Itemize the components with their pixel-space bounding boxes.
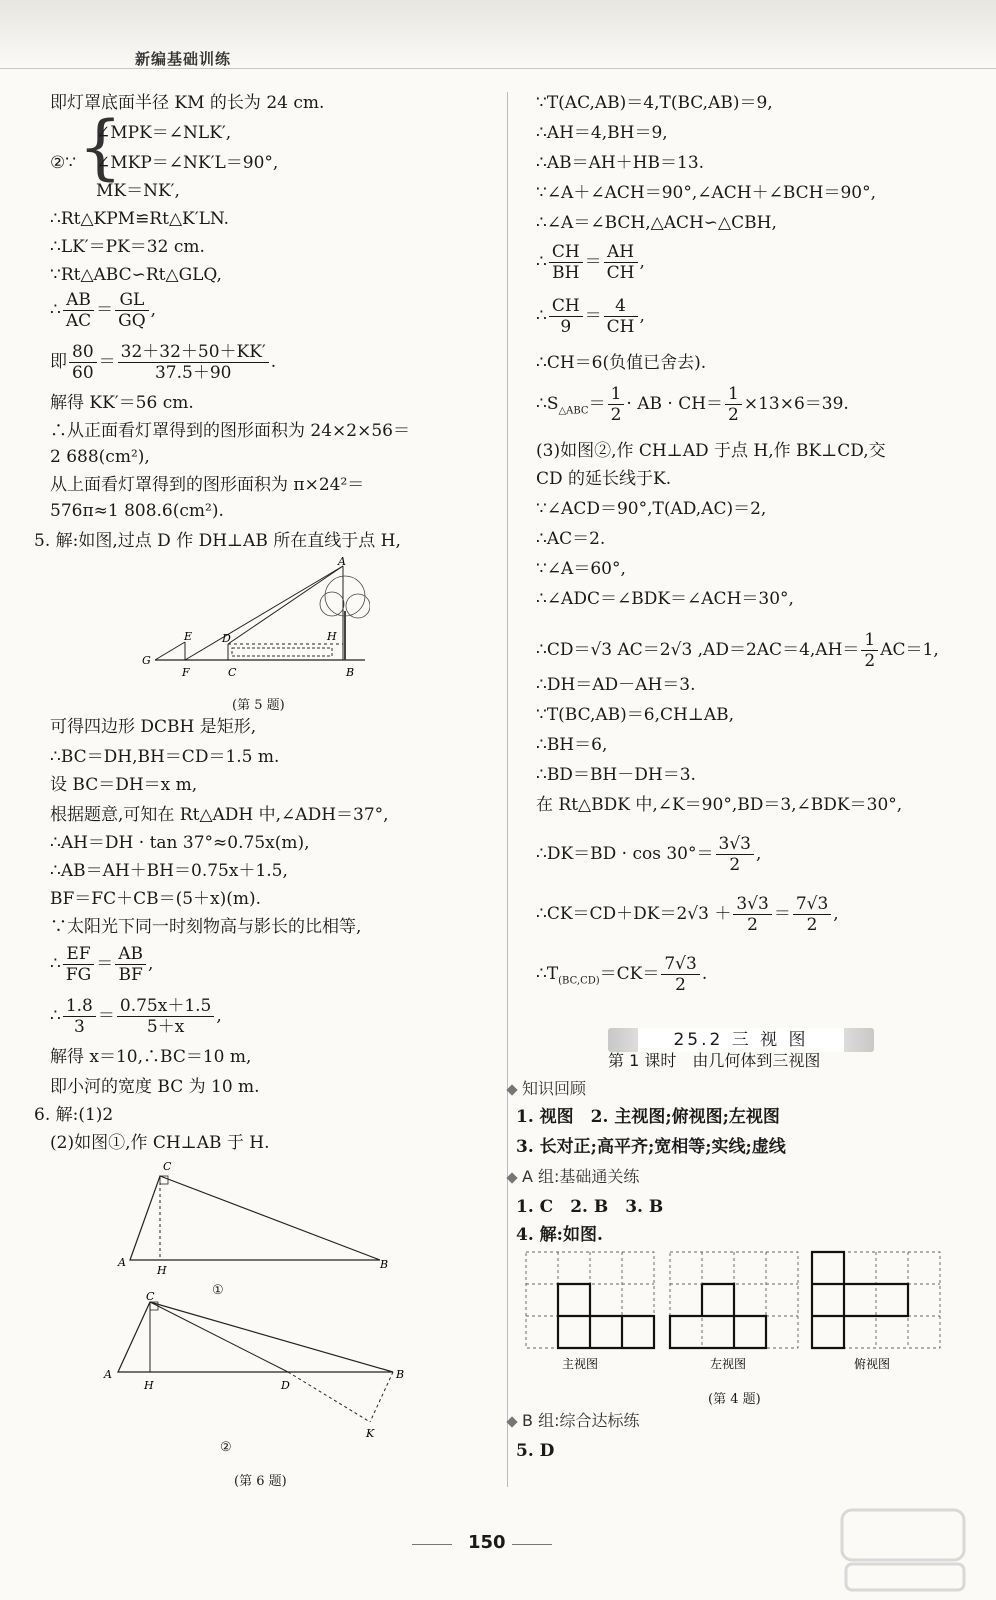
figure-caption: (第 5 题) — [232, 698, 285, 713]
text-line: ∴LK′＝PK＝32 cm. — [50, 237, 205, 257]
svg-text:D: D — [281, 1379, 290, 1392]
fraction-line: 即 $\frac{80}{60}$ ＝ $\frac{32+32+50+KK'}{37.5+90}$ . — [50, 342, 277, 383]
svg-text:A: A — [338, 556, 346, 568]
text-line: ∵T(BC,AB)＝6,CH⊥AB, — [536, 705, 735, 725]
fraction: $\frac{GL}{GQ}$ — [115, 290, 149, 331]
fraction: $\frac{32+32+50+KK'}{37.5+90}$ — [118, 342, 269, 383]
svg-text:A: A — [118, 1256, 126, 1269]
fraction-line: ∴ $\frac{EF}{FG}$ ＝ $\frac{AB}{BF}$ , — [50, 944, 154, 985]
answer-line: 3. 长对正;高平齐;宽相等;实线;虚线 — [516, 1137, 786, 1157]
fraction: $\frac{1.8}{3}$ — [63, 996, 96, 1037]
text-line: 解得 KK′＝56 cm. — [50, 393, 194, 413]
text-line: ∵∠A＋∠ACH＝90°,∠ACH＋∠BCH＝90°, — [536, 183, 876, 203]
fraction: $\frac{CH}{9}$ — [549, 296, 583, 337]
fraction: $\frac{1}{2}$ — [608, 384, 625, 425]
group-heading: 知识回顾 — [508, 1078, 586, 1100]
svg-text:主视图: 主视图 — [562, 1357, 599, 1371]
text-line: ∴BD＝BH－DH＝3. — [536, 765, 696, 785]
text-line: (3)如图②,作 CH⊥AD 于点 H,作 BK⊥CD,交 — [536, 441, 886, 461]
header-rule — [0, 68, 996, 69]
svg-text:左视图: 左视图 — [710, 1357, 747, 1371]
answer-line: 1. 视图 2. 主视图;俯视图;左视图 — [516, 1107, 780, 1127]
svg-text:B: B — [346, 666, 355, 679]
text-line: ∴Rt△KPM≌Rt△K′LN. — [50, 209, 230, 229]
fraction: $\frac{AB}{AC}$ — [63, 290, 94, 331]
diamond-icon — [506, 1172, 517, 1183]
svg-text:H: H — [144, 1379, 154, 1392]
lesson-title: 第 1 课时 由几何体到三视图 — [608, 1051, 821, 1070]
fraction-line: ∴CD＝√3 AC＝2√3 ,AD＝2AC＝4,AH＝ $\frac{1}{2}$ AC＝1, — [536, 630, 939, 671]
section-banner — [608, 1028, 874, 1052]
text-line: ②∵ — [50, 153, 77, 173]
fraction-line: ∴ $\frac{AB}{AC}$ ＝ $\frac{GL}{GQ}$ , — [50, 290, 157, 331]
figure-caption: (第 4 题) — [708, 1392, 761, 1407]
fraction: $\frac{3√3}{2}$ — [716, 834, 754, 875]
svg-text:H: H — [327, 630, 337, 643]
group-heading: B 组:综合达标练 — [508, 1410, 639, 1432]
text-line: ∴BH＝6, — [536, 735, 608, 755]
three-views-figure — [522, 1250, 948, 1382]
svg-text:B: B — [380, 1258, 389, 1271]
text-line: 即灯罩底面半径 KM 的长为 24 cm. — [50, 93, 325, 113]
text-line: ∴∠ADC＝∠BDK＝∠ACH＝30°, — [536, 589, 794, 609]
svg-text:C: C — [163, 1160, 172, 1173]
footer-rule — [512, 1544, 552, 1545]
text-line: ∴AC＝2. — [536, 529, 606, 549]
text-line: ∴BC＝DH,BH＝CD＝1.5 m. — [50, 747, 280, 767]
tree-icon — [320, 576, 370, 660]
text-line: 可得四边形 DCBH 是矩形, — [50, 717, 257, 737]
header-title: 新编基础训练 — [135, 50, 232, 68]
fraction: $\frac{80}{60}$ — [69, 342, 97, 383]
text-line: 在 Rt△BDK 中,∠K＝90°,BD＝3,∠BDK＝30°, — [536, 795, 903, 815]
diamond-icon — [506, 1416, 517, 1427]
text-line: ∵T(AC,AB)＝4,T(BC,AB)＝9, — [536, 93, 773, 113]
text-line: ∴∠A＝∠BCH,△ACH∽△CBH, — [536, 213, 777, 233]
text-line: ∴CH＝6(负值已舍去). — [536, 353, 707, 373]
text-line: ∠MPK＝∠NLK′, — [96, 123, 232, 143]
fraction-line: ∴CK＝CD＋DK＝2√3 ＋ $\frac{3√3}{2}$ ＝ $\frac{7√3}{2}$ , — [536, 894, 839, 935]
text-line: BF＝FC＋CB＝(5＋x)(m). — [50, 889, 262, 909]
text-line: 解得 x＝10,∴BC＝10 m, — [50, 1047, 252, 1067]
fraction: $\frac{CH}{BH}$ — [549, 242, 583, 283]
svg-text:B: B — [396, 1368, 405, 1381]
answer-line: 4. 解:如图. — [516, 1225, 603, 1245]
text-line: 5. 解:如图,过点 D 作 DH⊥AB 所在直线于点 H, — [34, 531, 401, 551]
text-line: ∵∠A＝60°, — [536, 559, 626, 579]
system-brace: { — [78, 106, 123, 188]
svg-text:C: C — [228, 666, 237, 679]
svg-text:A: A — [104, 1368, 112, 1381]
text-line: ∴AH＝4,BH＝9, — [536, 123, 668, 143]
text-line: MK＝NK′, — [96, 181, 180, 201]
fraction: $\frac{7√3}{2}$ — [661, 954, 699, 995]
text-line: ∴从正面看灯罩得到的图形面积为 24×2×56＝ — [50, 421, 410, 441]
fraction-line: ∴ $\frac{CH}{BH}$ ＝ $\frac{AH}{CH}$ , — [536, 242, 645, 283]
svg-text:俯视图: 俯视图 — [854, 1357, 891, 1371]
fraction-line: ∴ $\frac{1.8}{3}$ ＝ $\frac{0.75x+1.5}{5+x}$ , — [50, 996, 222, 1037]
svg-text:E: E — [184, 630, 193, 643]
svg-text:G: G — [142, 654, 151, 667]
svg-text:H: H — [157, 1264, 167, 1277]
fraction: $\frac{AB}{BF}$ — [115, 944, 146, 985]
figure-5 — [140, 556, 370, 690]
fraction: $\frac{0.75x+1.5}{5+x}$ — [117, 996, 214, 1037]
svg-text:F: F — [182, 666, 190, 679]
fraction: $\frac{7√3}{2}$ — [793, 894, 831, 935]
text-line: ∴DH＝AD－AH＝3. — [536, 675, 696, 695]
group-heading: A 组:基础通关练 — [508, 1166, 639, 1188]
answer-line: 5. D — [516, 1441, 555, 1461]
fraction-line: ∴ $\frac{CH}{9}$ ＝ $\frac{4}{CH}$ , — [536, 296, 645, 337]
fraction: $\frac{1}{2}$ — [725, 384, 742, 425]
text-line: ∵∠ACD＝90°,T(AD,AC)＝2, — [536, 499, 767, 519]
section-title: 25.2 三 视 图 — [638, 1028, 844, 1052]
fraction-line: $\therefore S_{\triangle ABC}=$ $\frac{1}{2}$ · AB · CH＝ $\frac{1}{2}$ ×13×6＝39. — [536, 384, 849, 425]
text-line: 设 BC＝DH＝x m, — [50, 775, 198, 795]
page-number: 150 — [468, 1532, 506, 1553]
text-line: 6. 解:(1)2 — [34, 1105, 114, 1125]
fraction: $\frac{1}{2}$ — [861, 630, 878, 671]
text-line: ∵Rt△ABC∽Rt△GLQ, — [50, 265, 222, 285]
fraction: $\frac{AH}{CH}$ — [604, 242, 638, 283]
text-line: CD 的延长线于K. — [536, 469, 672, 489]
footer-rule — [412, 1544, 452, 1545]
watermark-logo — [838, 1504, 968, 1594]
answer-line: 1. C 2. B 3. B — [516, 1197, 664, 1217]
figure-label: ② — [220, 1440, 232, 1455]
svg-text:D: D — [222, 632, 231, 645]
text-line: 即小河的宽度 BC 为 10 m. — [50, 1077, 260, 1097]
figure-6-1 — [110, 1156, 400, 1286]
text-line: ∠MKP＝∠NK′L＝90°, — [96, 153, 279, 173]
text-line: ∴AH＝DH · tan 37°≈0.75x(m), — [50, 833, 310, 853]
text-line: (2)如图①,作 CH⊥AB 于 H. — [50, 1133, 270, 1153]
text-line: ∴AB＝AH＋BH＝0.75x＋1.5, — [50, 861, 288, 881]
text-line: ∵太阳光下同一时刻物高与影长的比相等, — [50, 917, 362, 937]
diamond-icon — [506, 1084, 517, 1095]
svg-text:C: C — [146, 1292, 155, 1303]
fraction: $\frac{EF}{FG}$ — [63, 944, 94, 985]
text-line: 根据题意,可知在 Rt△ADH 中,∠ADH＝37°, — [50, 805, 389, 825]
text-line: 2 688(cm²), — [50, 447, 150, 467]
text-line: ∴AB＝AH＋HB＝13. — [536, 153, 705, 173]
svg-text:K: K — [366, 1427, 375, 1440]
figure-caption: (第 6 题) — [234, 1474, 287, 1489]
text-line: 从上面看灯罩得到的图形面积为 π×24²＝ — [50, 475, 365, 495]
fraction: $\frac{4}{CH}$ — [604, 296, 638, 337]
text-line: 576π≈1 808.6(cm²). — [50, 501, 224, 521]
fraction-line: $\therefore T_{(BC,CD)}=CK=$ $\frac{7√3}{2}$ . — [536, 954, 708, 995]
fraction-line: ∴DK＝BD · cos 30°＝ $\frac{3√3}{2}$ , — [536, 834, 762, 875]
column-divider — [507, 92, 508, 1487]
figure-label: ① — [212, 1283, 224, 1298]
fraction: $\frac{3√3}{2}$ — [733, 894, 771, 935]
figure-6-2 — [98, 1292, 418, 1442]
